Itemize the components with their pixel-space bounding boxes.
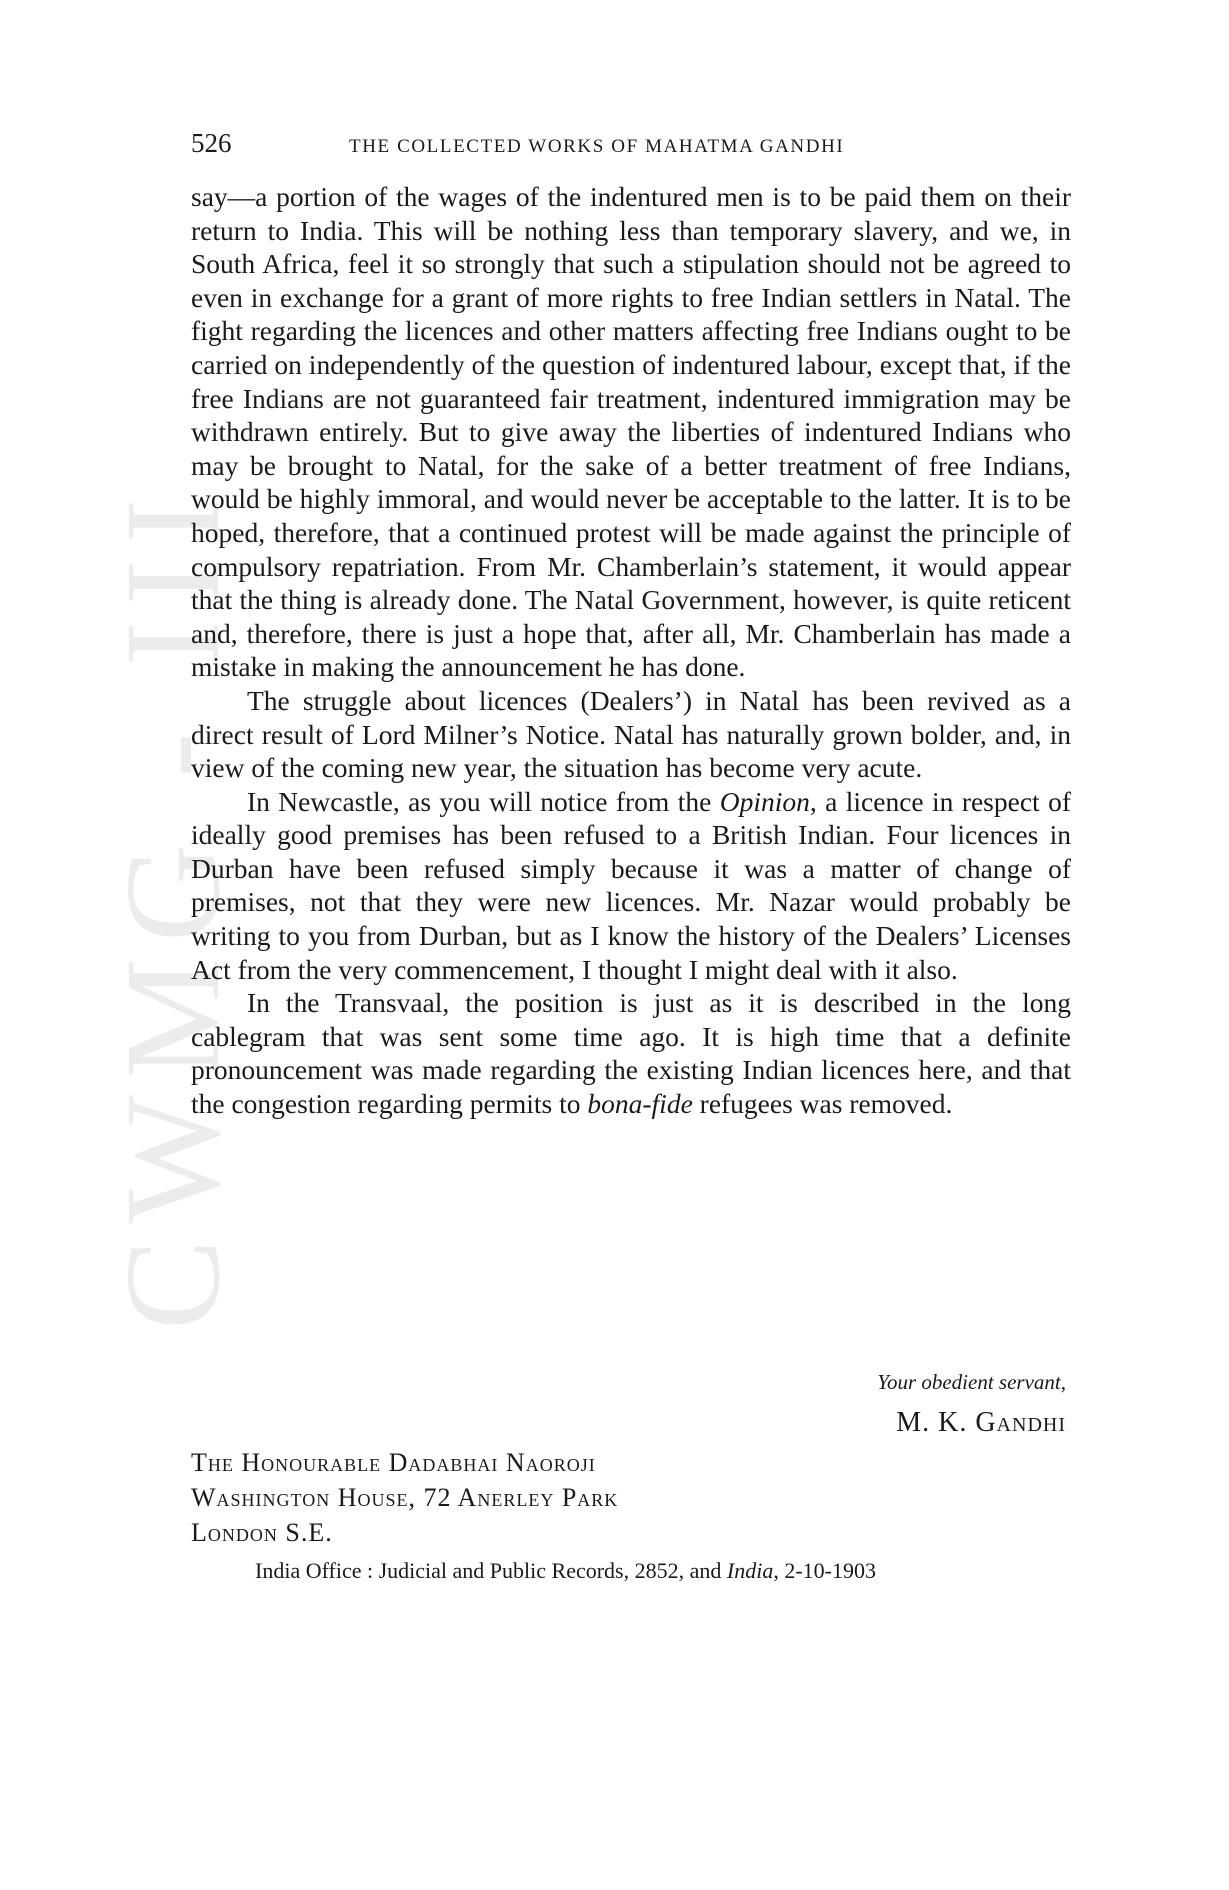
valediction: Your obedient servant, (877, 1370, 1066, 1394)
page-number: 526 (191, 128, 232, 158)
address-line-1: The Honourable Dadabhai Naoroji (191, 1448, 596, 1477)
signature-block (877, 1370, 1066, 1439)
paragraph-4-text-a: In the Transvaal, the position is just as it is described in the long cablegram that was sent some time ago. It is high time that a definite pronouncement was made regarding the existing Indian licences here, and that the congestion regarding permits to (191, 987, 1071, 1120)
paragraph-3-text-b: , a licence in respect of ideally good premises has been refused to a British Indian. Four licences in Durban have been refused simply because it was a matter of change of premises, not that they were new licences. Mr. Nazar would probably be writing to you from Durban, but as I know the history of the Dealers’ Licenses Act from the very commencement, I thought I might deal with it also. (191, 785, 1071, 985)
letter-body (191, 180, 1071, 1121)
watermark: CWMG - III (98, 482, 248, 1330)
source-text-b: , 2-10-1903 (773, 1558, 876, 1583)
bona-fide-term: bona-fide (587, 1088, 693, 1120)
running-head: THE COLLECTED WORKS OF MAHATMA GANDHI (349, 136, 845, 157)
paragraph-4 (191, 986, 1071, 1120)
source-india-title: India (726, 1558, 774, 1583)
paragraph-3 (191, 785, 1071, 987)
paragraph-4-text-b: refugees was removed. (692, 1088, 953, 1120)
paragraph-3-text-a: In Newcastle, as you will notice from the (247, 785, 720, 817)
page-header (191, 128, 1071, 168)
address-line-3: London S.E. (191, 1518, 333, 1547)
opinion-title: Opinion (719, 785, 810, 817)
signer-name: M. K. Gandhi (896, 1407, 1066, 1438)
source-note (255, 1558, 876, 1584)
paragraph-2: The struggle about licences (Dealers’) in Natal has been revived as a direct result of Lord Milner’s Notice. Natal has naturally grown bolder, and, in view of the coming new year, the situation has become very acute. (191, 684, 1071, 784)
paragraph-1: say—a portion of the wages of the indentured men is to be paid them on their return to India. This will be nothing less than temporary slavery, and we, in South Africa, feel it so strongly that such a stipulation should not be agreed to even in exchange for a grant of more rights to free Indian settlers in Natal. The fight regarding the licences and other matters affecting free Indians ought to be carried on independently of the question of indentured labour, except that, if the free Indians are not guaranteed fair treatment, indentured immigration may be withdrawn entirely. But to give away the liberties of indentured Indians who may be brought to Natal, for the sake of a better treatment of free Indians, would be highly immoral, and would never be acceptable to the latter. It is to be hoped, therefore, that a continued protest will be made against the principle of compulsory repatriation. From Mr. Chamberlain’s statement, it would appear that the thing is already done. The Natal Government, however, is quite reticent and, therefore, there is just a hope that, after all, Mr. Chamberlain has made a mistake in making the announcement he has done. (191, 181, 1071, 683)
recipient-address (191, 1445, 618, 1550)
address-line-2: Washington House, 72 Anerley Park (191, 1483, 619, 1512)
source-text-a: India Office : Judicial and Public Records, 2852, and (255, 1558, 727, 1583)
